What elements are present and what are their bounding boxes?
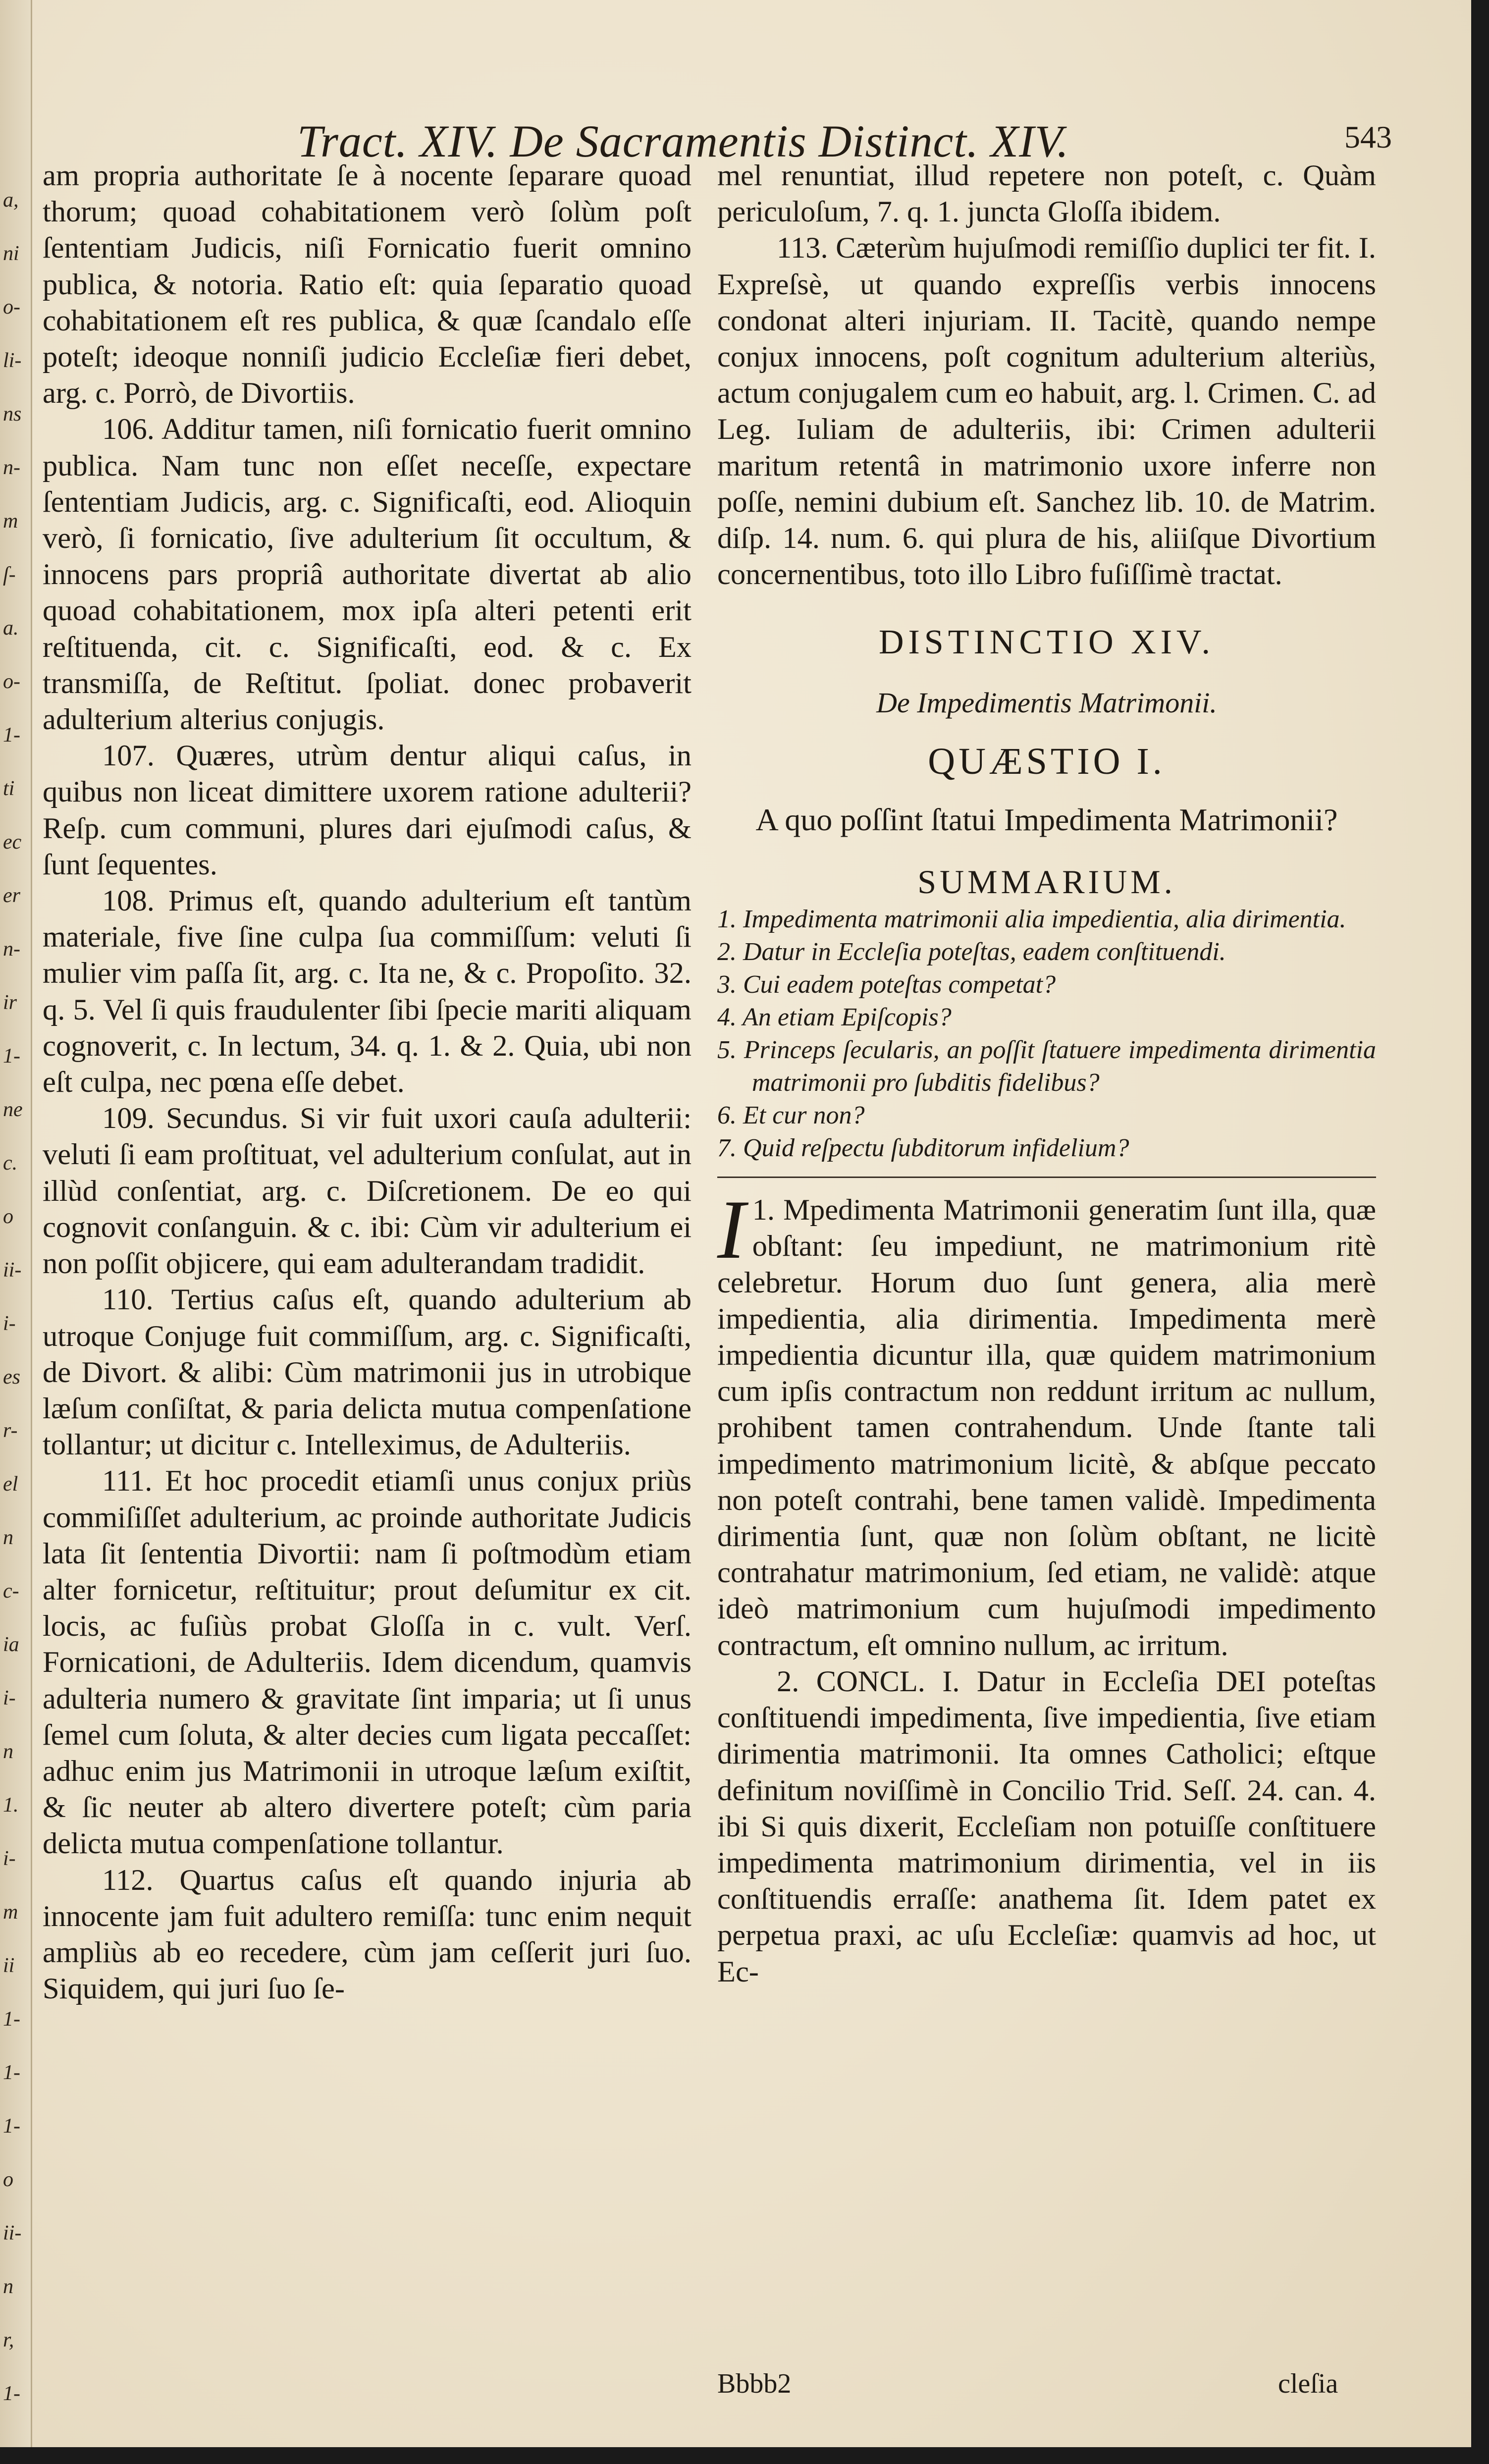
signature-mark: Bbbb2	[717, 2368, 792, 2399]
margin-fragment: n	[3, 2275, 13, 2298]
margin-fragment: n	[3, 1526, 13, 1549]
summary-list	[717, 903, 1376, 1165]
paragraph-107: 107. Quæres, utrùm dentur aliqui caſus, in quibus non liceat dimittere uxorem ratione adulterii? Reſp. cum communi, plures dari ejuſmodi caſus, & ſunt ſequentes.	[43, 739, 691, 881]
margin-fragment: i-	[3, 1847, 16, 1870]
margin-fragment: a.	[3, 617, 19, 640]
paragraph-106: 106. Additur tamen, niſi fornicatio fuerit omnino publica. Nam tunc non eſſet neceſſe, expectare ſententiam Judicis, arg. c. Significaſti, eod. Alioquin verò, ſi fornicatio, ſive adulterium ſit occultum, & innocens pars propriâ authoritate divertat ab alio quoad cohabitationem, mox ipſa alteri petenti erit reſtituenda, cit. c. Significaſti, eod. & c. Ex transmiſſa, de Reſtitut. ſpoliat. donec probaverit adulterium alterius conjugis.	[43, 413, 691, 737]
margin-fragment: ii-	[3, 1259, 22, 1282]
margin-fragment: r-	[3, 1419, 18, 1442]
margin-fragment: n-	[3, 456, 20, 479]
paragraph-109: 109. Secundus. Si vir fuit uxori cauſa adulterii: veluti ſi eam proſtituat, vel adulterium conſulat, aut in illùd conſentiat, arg. c. Diſcretionem. De eo qui cognovit conſanguin. & c. ibi: Cùm vir adulterium ei non poſſit objicere, qui eam adulterandam tradidit.	[43, 1102, 691, 1281]
margin-fragment: c-	[3, 1580, 19, 1603]
summary-item: 2. Datur in Eccleſia poteſtas, eadem conſtituendi.	[717, 938, 1226, 966]
paragraph-108: 108. Primus eſt, quando adulterium eſt tantùm materiale, five ſine culpa ſua commiſſum: veluti ſi mulier vim paſſa ſit, arg. c. Ita ne, & c. Propoſito. 32. q. 5. Vel ſi quis fraudulenter ſibi ſpecie mariti aliquam cognoverit, c. In lectum, 34. q. 1. & 2. Quia, ubi non eſt culpa, nec pœna eſſe debet.	[43, 884, 691, 1099]
summary-item: 4. An etiam Epiſcopis?	[717, 1003, 952, 1032]
margin-fragment: li-	[3, 349, 22, 372]
margin-fragment: ns	[3, 403, 22, 426]
margin-fragment: o-	[3, 670, 20, 693]
quaestio-heading: QUÆSTIO I.	[928, 740, 1166, 782]
paragraph-continued: mel renuntiat, illud repetere non poteſt, c. Quàm periculoſum, 7. q. 1. juncta Gloſſa ibidem.	[717, 159, 1376, 229]
margin-fragment: er	[3, 884, 20, 907]
divider-rule	[717, 1177, 1376, 1178]
margin-fragment: o	[3, 1205, 13, 1228]
paragraph-111: 111. Et hoc procedit etiamſi unus conjux priùs commiſiſſet adulterium, ac proinde authoritate Judicis lata ſit ſententia Divortii: nam ſi poſtmodùm etiam alter fornicetur, reſtituitur; prout deſumitur ex cit. locis, ac fuſiùs probat Gloſſa in c. vult. Verſ. Fornicationi, de Adulteriis. Idem dicendum, quamvis adulteria numero & gravitate ſint imparia; ut ſi unus ſemel cum ſoluta, & alter decies cum ligata peccaſſet: adhuc enim jus Matrimonii in utroque læſum exiſtit, & ſic neuter ab altero divertere poteſt; cùm paria delicta mutua compenſatione tollantur.	[43, 1464, 691, 1861]
margin-fragment: ia	[3, 1633, 19, 1656]
margin-fragment: 1-	[3, 2382, 20, 2405]
margin-fragment: 1-	[3, 1045, 20, 1068]
margin-fragment: r,	[3, 2329, 14, 2352]
catchword: cleſia	[1278, 2368, 1338, 2399]
margin-fragment: i-	[3, 1687, 16, 1710]
margin-fragment: ec	[3, 831, 22, 854]
margin-fragment: 1-	[3, 2115, 20, 2138]
running-title: Tract. XIV. De Sacramentis Distinct. XIV.	[297, 116, 1069, 166]
summary-item: 6. Et cur non?	[717, 1101, 865, 1130]
margin-fragment: ne	[3, 1098, 23, 1121]
summarium-heading: SUMMARIUM.	[917, 863, 1176, 901]
paragraph-number: 1.	[752, 1193, 775, 1227]
page-number: 543	[1344, 119, 1392, 155]
margin-fragment: n-	[3, 938, 20, 961]
margin-fragment: es	[3, 1366, 20, 1389]
summary-item: 5. Princeps ſecularis, an poſſit ſtatuere impedimenta dirimentia matrimonii pro ſubditis fidelibus?	[717, 1036, 1376, 1097]
margin-fragment: ii	[3, 1954, 15, 1977]
quaestio-title: A quo poſſint ſtatui Impedimenta Matrimonii?	[755, 802, 1338, 838]
margin-fragment: o	[3, 2168, 13, 2191]
margin-fragment: ir	[3, 991, 17, 1014]
distinctio-subtitle: De Impedimentis Matrimonii.	[876, 686, 1217, 719]
summary-item: 1. Impedimenta matrimonii alia impedientia, alia dirimentia.	[717, 905, 1346, 934]
summary-item: 3. Cui eadem poteſtas competat?	[717, 970, 1056, 999]
right-column	[717, 158, 1376, 1990]
margin-fragment: i-	[3, 1312, 16, 1335]
margin-fragment: m	[3, 510, 18, 533]
margin-fragment: ti	[3, 777, 15, 800]
margin-fragment: c.	[3, 1152, 18, 1175]
left-column	[43, 158, 691, 2007]
margin-fragment: m	[3, 1901, 18, 1924]
paragraph-2: 2. CONCL. I. Datur in Eccleſia DEI poteſtas conſtituendi impedimenta, ſive impedientia, ſive etiam dirimentia matrimonii. Ita omnes Catholici; eſtque definitum noviſſimè in Concilio Trid. Seſſ. 24. can. 4. ibi Si quis dixerit, Eccleſiam non potuiſſe conſtituere impedimenta matrimonium dirimentia, vel in iis conſtituendis erraſſe: anathema ſit. Idem patet ex perpetua praxi, ac uſu Eccleſiæ: quamvis ad hoc, ut Ec-	[717, 1664, 1376, 1988]
paragraph-1	[717, 1183, 1377, 1663]
drop-capital: I	[717, 1183, 745, 1277]
margin-fragment: 1-	[3, 724, 20, 747]
margin-fragment: a,	[3, 189, 19, 212]
margin-fragment: 1.	[3, 1794, 19, 1817]
previous-page-margin	[0, 0, 32, 2447]
margin-fragment: 1-	[3, 2061, 20, 2084]
summary-item: 7. Quid reſpectu ſubditorum infidelium?	[717, 1134, 1129, 1163]
margin-fragment: ſ-	[3, 563, 16, 586]
margin-fragment: n	[3, 1740, 13, 1763]
margin-fragment: o-	[3, 296, 20, 319]
margin-fragment: el	[3, 1473, 18, 1496]
distinctio-heading: DISTINCTIO XIV.	[878, 623, 1215, 662]
paragraph-113: 113. Cæterùm hujuſmodi remiſſio duplici ter fit. I. Expreſsè, ut quando expreſſis verbis innocens condonat alteri injuriam. II. Tacitè, quando nempe conjux innocens, poſt cognitum adulterium alteriùs, actum conjugalem cum eo habuit, arg. l. Crimen. C. ad Leg. Iuliam de adulteriis, ibi: Crimen adulterii maritum retentâ in matrimonio uxore inferre non poſſe, nemini dubium eſt. Sanchez lib. 10. de Matrim. diſp. 14. num. 6. qui plura de his, aliiſque Divortium concernentibus, toto illo Libro fuſiſſimè tractat.	[717, 231, 1376, 591]
margin-fragment: ii-	[3, 2222, 22, 2245]
paragraph-110: 110. Tertius caſus eſt, quando adulterium ab utroque Conjuge fuit commiſſum, arg. c. Significaſti, de Divort. & alibi: Cùm matrimonii jus in utrobique læſum conſiſtat, & paria delicta mutua compenſatione tollantur; ut dicitur c. Intelleximus, de Adulteriis.	[43, 1283, 691, 1462]
paragraph-1-text: Mpedimenta Matrimonii generatim ſunt illa, quæ obſtant: ſeu impediunt, ne matrimonium ritè celebretur. Horum duo ſunt genera, alia merè impedientia, alia dirimentia. Impedimenta merè impedientia dicuntur illa, quæ quidem matrimonium cum ipſis contractum non reddunt irritum ac nullum, prohibent tamen contrahendum. Unde ſtante tali impedimento matrimonium licitè, & abſque peccato non poteſt contrahi, bene tamen validè. Impedimenta dirimentia ſunt, quæ non ſolùm obſtant, ne licitè contrahatur matrimonium, ſed etiam, ne validè: atque ideò matrimonium cum hujuſmodi impedimento contractum, eſt omnino nullum, ac irritum.	[717, 1193, 1377, 1662]
paragraph: am propria authoritate ſe à nocente ſeparare quoad thorum; quoad cohabitationem verò ſolùm poſt ſententiam Judicis, niſi Fornicatio fuerit omnino publica, & notoria. Ratio eſt: quia ſeparatio quoad cohabitationem eſt res publica, & quæ ſcandalo eſſe poteſt; ideoque nonniſi judicio Eccleſiæ fieri debet, arg. c. Porrò, de Divortiis.	[43, 159, 691, 410]
running-header	[297, 115, 1397, 166]
paragraph-112: 112. Quartus caſus eſt quando injuria ab innocente jam fuit adultero remiſſa: tunc enim nequit ampliùs ab eo recedere, cùm jam ceſſerit juri ſuo. Siquidem, qui juri ſuo ſe-	[43, 1863, 691, 2006]
margin-fragment: 1-	[3, 2008, 20, 2031]
margin-fragment: ni	[3, 242, 19, 265]
